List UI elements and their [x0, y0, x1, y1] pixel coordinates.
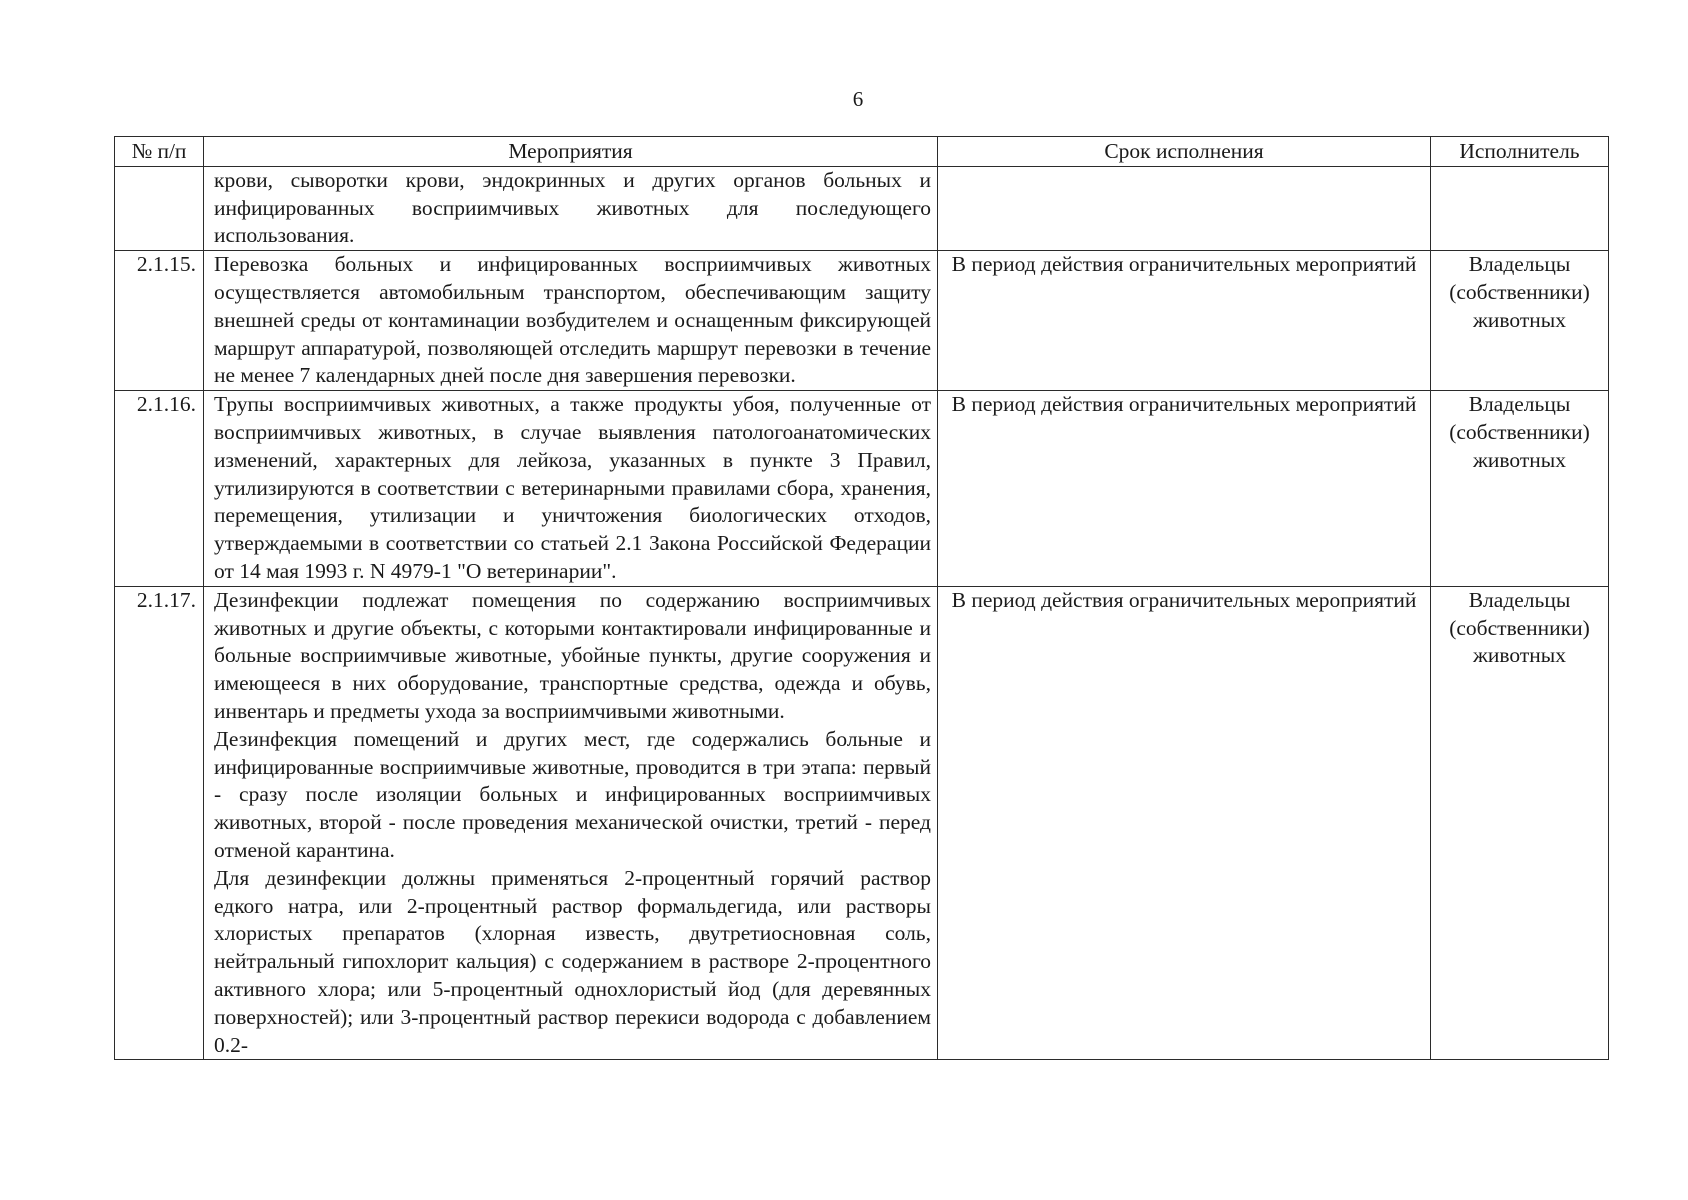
header-term: Срок исполнения [938, 137, 1431, 167]
measures-table [114, 136, 1609, 1060]
row-term: В период действия ограничительных мероприятий [938, 251, 1431, 391]
table-row [115, 251, 1609, 391]
header-executor: Исполнитель [1431, 137, 1609, 167]
row-activity [204, 586, 938, 1060]
row-executor: Владельцы (собственники) животных [1431, 391, 1609, 587]
row-executor [1431, 166, 1609, 250]
header-number: № п/п [115, 137, 204, 167]
row-term: В период действия ограничительных мероприятий [938, 391, 1431, 587]
activity-paragraph: крови, сыворотки крови, эндокринных и других органов больных и инфицированных восприимчивых животных для последующего использования. [214, 167, 931, 248]
activity-paragraph: Дезинфекции подлежат помещения по содержанию восприимчивых животных и другие объекты, с которыми контактировали инфицированные и больные восприимчивые животные, убойные пункты, другие сооружения и имеющееся в них оборудование, транспортные средства, одежда и обувь, инвентарь и предметы ухода за восприимчивыми животными. [214, 587, 931, 723]
page-number: 6 [852, 87, 864, 111]
activity-paragraph: Для дезинфекции должны применяться 2-процентный горячий раствор едкого натра, или 2-процентный раствор формальдегида, или растворы хлористых препаратов (хлорная известь, двутретиосновная соль, нейтральный гипохлорит кальция) с содержанием в растворе 2-процентного активного хлора; или 5-процентный однохлористый йод (для деревянных поверхностей); или 3-процентный раствор перекиси водорода с добавлением 0.2- [214, 865, 931, 1057]
activity-paragraph: Перевозка больных и инфицированных восприимчивых животных осуществляется автомобильным транспортом, обеспечивающим защиту внешней среды от контаминации возбудителем и оснащенным фиксирующей маршрут аппаратурой, позволяющей отследить маршрут перевозки в течение не менее 7 календарных дней после дня завершения перевозки. [214, 252, 931, 388]
table-row [115, 391, 1609, 587]
row-number [115, 166, 204, 250]
row-executor: Владельцы (собственники) животных [1431, 251, 1609, 391]
table-header-row [115, 137, 1609, 167]
row-number: 2.1.15. [115, 251, 204, 391]
table-row [115, 586, 1609, 1060]
row-activity [204, 166, 938, 250]
row-term: В период действия ограничительных мероприятий [938, 586, 1431, 1060]
row-activity [204, 391, 938, 587]
activity-paragraph: Трупы восприимчивых животных, а также продукты убоя, полученные от восприимчивых животных, в случае выявления патологоанатомических изменений, характерных для лейкоза, указанных в пункте 3 Правил, утилизируются в соответствии с ветеринарными правилами сбора, хранения, перемещения, утилизации и уничтожения биологических отходов, утверждаемыми в соответствии со статьей 2.1 Закона Российской Федерации от 14 мая 1993 г. N 4979-1 "О ветеринарии". [214, 392, 931, 583]
header-activity: Мероприятия [204, 137, 938, 167]
row-number: 2.1.17. [115, 586, 204, 1060]
row-activity [204, 251, 938, 391]
activity-paragraph: Дезинфекция помещений и других мест, где содержались больные и инфицированные восприимчивые животные, проводится в три этапа: первый - сразу после изоляции больных и инфицированных восприимчивых животных, второй - после проведения механической очистки, третий - перед отменой карантина. [214, 726, 931, 862]
row-term [938, 166, 1431, 250]
row-number: 2.1.16. [115, 391, 204, 587]
row-executor: Владельцы (собственники) животных [1431, 586, 1609, 1060]
table-row [115, 166, 1609, 250]
